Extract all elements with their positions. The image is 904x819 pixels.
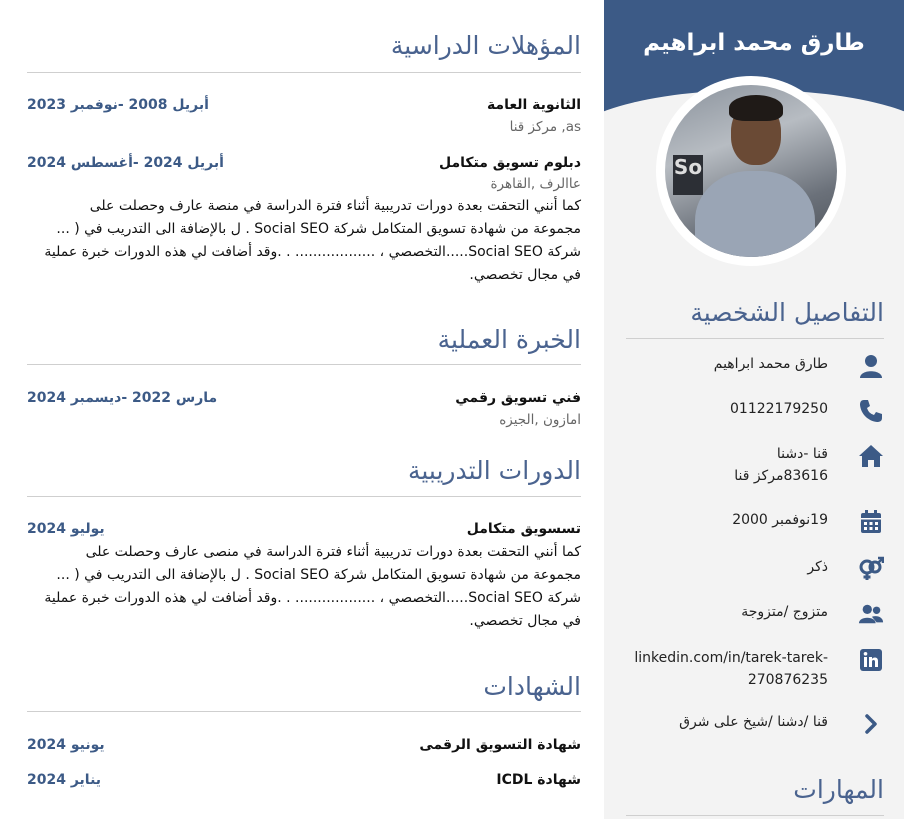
gender-icon — [858, 556, 884, 582]
course-item — [27, 521, 581, 541]
detail-text: متزوج /متزوجة — [741, 604, 828, 620]
courses-heading: الدورات التدريبية — [407, 456, 581, 485]
experience-item — [27, 390, 581, 410]
experience-item-location: امازون ,الجيزه — [499, 412, 581, 428]
education-item-description — [27, 195, 581, 287]
description-line: مجموعة من شهادة تسويق المتكامل شركة Social SEO . ل بالإضافة الى التدريب في ( ... — [56, 567, 581, 583]
avatar — [656, 76, 846, 266]
detail-birthdate — [634, 509, 884, 549]
certificates-divider — [27, 711, 581, 712]
education-item-title: الثانوية العامة — [486, 97, 581, 113]
detail-name — [634, 353, 884, 393]
courses-divider — [27, 496, 581, 497]
description-line: شركة Social SEO.....التخصصي ، .................. . .وقد أضافت لي هذه الدورات خبرة عملية — [44, 244, 581, 260]
course-item-title: تسسويق متكامل — [466, 521, 581, 537]
detail-phone — [634, 398, 884, 438]
skills-divider — [626, 815, 884, 816]
certificates-heading: الشهادات — [483, 672, 581, 701]
detail-text — [734, 443, 828, 487]
description-line: في مجال تخصصي. — [469, 613, 581, 629]
education-item-location: as, مركز قنا — [509, 119, 581, 135]
experience-item-title: فني تسويق رقمي — [455, 390, 581, 406]
home-icon — [858, 443, 884, 469]
experience-heading: الخبرة العملية — [437, 325, 581, 354]
experience-divider — [27, 364, 581, 365]
detail-gender — [634, 556, 884, 596]
certificate-item-title: شهادة ICDL — [496, 772, 581, 788]
phone-icon — [858, 398, 884, 424]
certificate-item-date: يونيو 2024 — [27, 737, 105, 753]
education-divider — [27, 72, 581, 73]
users-icon — [858, 601, 884, 627]
profile-name: طارق محمد ابراهيم — [643, 30, 865, 56]
skills-heading: المهارات — [793, 775, 884, 804]
description-line: شركة Social SEO.....التخصصي ، .................. . .وقد أضافت لي هذه الدورات خبرة عملية — [44, 590, 581, 606]
certificate-item — [27, 772, 581, 792]
description-line: في مجال تخصصي. — [469, 267, 581, 283]
calendar-icon — [858, 509, 884, 535]
experience-item-date: مارس 2022 -ديسمبر 2024 — [27, 390, 218, 406]
photo-body — [695, 171, 815, 257]
education-item-date: أبريل 2008 -نوفمبر 2023 — [27, 97, 209, 113]
detail-text — [634, 647, 828, 691]
detail-text: ذكر — [807, 559, 828, 575]
certificate-item — [27, 737, 581, 757]
photo-hair — [729, 95, 783, 121]
detail-text: قنا /دشنا /شيخ على شرق — [679, 714, 828, 730]
certificate-item-date: يناير 2024 — [27, 772, 102, 788]
detail-text: 01122179250 — [730, 401, 828, 417]
description-line: كما أنني التحقت بعدة دورات تدريبية أثناء فترة الدراسة في منصى عارف وحصلت على — [85, 544, 581, 560]
education-item-location: عاالرف ,القاهرة — [490, 176, 581, 192]
detail-address — [634, 443, 884, 483]
detail-linkedin[interactable] — [634, 647, 884, 687]
detail-text: طارق محمد ابراهيم — [713, 356, 828, 372]
description-line: مجموعة من شهادة تسويق المتكامل شركة Social SEO . ل بالإضافة الى التدريب في ( ... — [56, 221, 581, 237]
detail-line: قنا -دشنا — [776, 446, 828, 462]
main-column — [27, 0, 581, 819]
detail-location — [634, 711, 884, 751]
detail-marital-status — [634, 601, 884, 641]
description-line: كما أنني التحقت بعدة دورات تدريبية أثناء فترة الدراسة في منصة عارف وحصلت على — [89, 198, 581, 214]
education-item — [27, 97, 581, 117]
linkedin-icon — [858, 647, 884, 673]
education-item — [27, 155, 581, 175]
detail-line: linkedin.com/in/tarek-tarek- — [634, 650, 828, 666]
chevron-right-icon — [858, 711, 884, 737]
education-item-title: دبلوم تسويق متكامل — [438, 155, 581, 171]
certificate-item-title: شهادة التسويق الرقمى — [419, 737, 581, 753]
education-heading: المؤهلات الدراسية — [390, 31, 581, 60]
background-sign: So — [673, 155, 703, 195]
personal-details-divider — [626, 338, 884, 339]
avatar-photo — [665, 85, 837, 257]
detail-line: 83616مركز قنا — [734, 468, 828, 484]
detail-line: 270876235 — [747, 672, 828, 688]
user-icon — [858, 353, 884, 379]
education-item-date: أبريل 2024 -أغسطس 2024 — [27, 155, 224, 171]
course-item-description — [27, 541, 581, 633]
sidebar — [604, 0, 904, 819]
personal-details-heading: التفاصيل الشخصية — [690, 298, 884, 327]
course-item-date: يوليو 2024 — [27, 521, 105, 537]
detail-text: 19نوفمبر 2000 — [732, 512, 828, 528]
